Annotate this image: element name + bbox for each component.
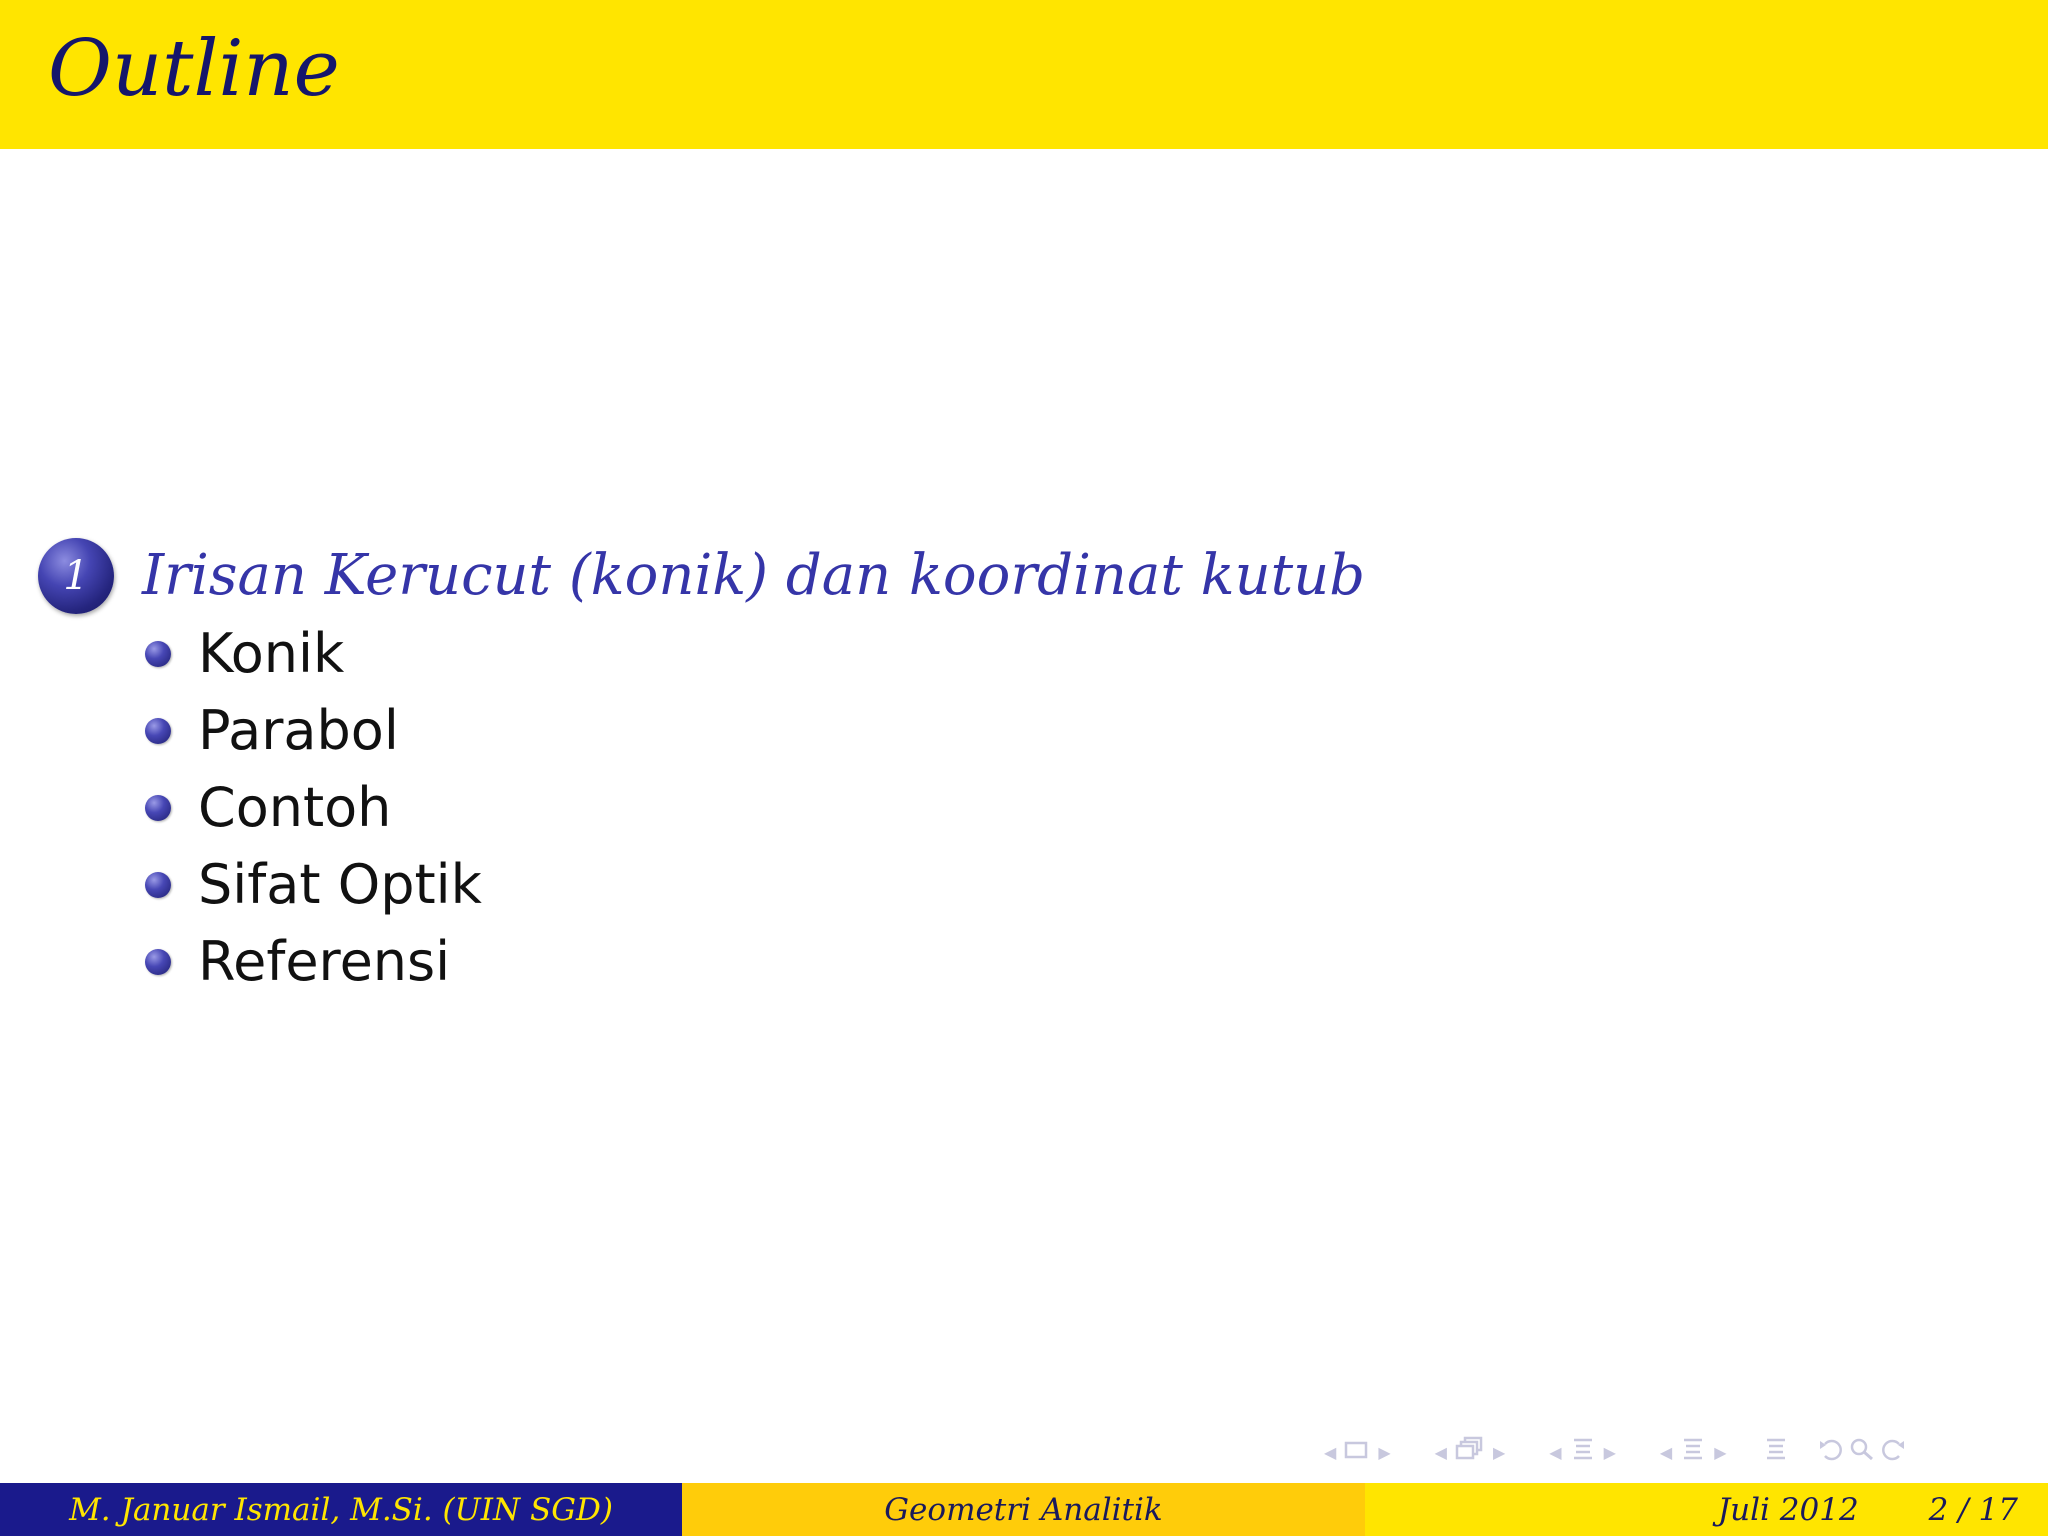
nav-section-group [1541,1436,1624,1469]
subsection-label[interactable]: Referensi [198,930,451,993]
subsection-label[interactable]: Parabol [198,699,399,762]
nav-subsection-icon[interactable] [1455,1436,1485,1469]
footer-title-text: Geometri Analitik [884,1491,1163,1528]
nav-outline-icon[interactable] [1763,1436,1789,1469]
nav-section-icon[interactable] [1570,1436,1596,1469]
nav-presentation-group [1652,1436,1735,1469]
bullet-ball-icon [145,949,171,975]
footer-date-page [1365,1483,2048,1536]
nav-subsection-group [1427,1436,1514,1469]
subsection-label[interactable]: Sifat Optik [198,853,482,916]
footer-author-text: M. Januar Ismail, M.Si. (UIN SGD) [69,1491,613,1528]
footer-page-number: 2 / 17 [1928,1491,2018,1528]
nav-forward-icon[interactable] [1877,1436,1907,1469]
nav-next-presentation-icon[interactable]: ▶ [1714,1442,1727,1462]
bullet-ball-icon [145,872,171,898]
nav-prev-subsection-icon[interactable]: ◀ [1434,1442,1447,1462]
nav-back-icon[interactable] [1817,1436,1847,1469]
nav-next-section-icon[interactable]: ▶ [1603,1442,1616,1462]
nav-prev-frame-icon[interactable]: ◀ [1324,1442,1337,1462]
nav-next-frame-icon[interactable]: ▶ [1378,1442,1391,1462]
section-number: 1 [63,553,89,599]
section-title[interactable]: Irisan Kerucut (konik) dan koordinat kutub [142,543,1366,608]
nav-presentation-icon[interactable] [1680,1436,1706,1469]
bullet-ball-icon [145,718,171,744]
subsection-label[interactable]: Konik [198,622,345,685]
footer-date: Juli 2012 [1717,1491,1859,1528]
nav-next-subsection-icon[interactable]: ▶ [1492,1442,1506,1462]
footer-title [682,1483,1365,1536]
title-bar [0,0,2048,149]
nav-prev-presentation-icon[interactable]: ◀ [1659,1442,1673,1462]
nav-frame-group [1316,1437,1399,1467]
nav-search-icon[interactable] [1847,1436,1877,1469]
footer-author [0,1483,682,1536]
slide-title: Outline [48,24,340,114]
nav-prev-section-icon[interactable]: ◀ [1549,1442,1562,1462]
nav-frame-icon[interactable] [1344,1437,1370,1467]
footer [0,1483,2048,1536]
subsection-label[interactable]: Contoh [198,776,392,839]
nav-search-group [1817,1436,1907,1469]
bullet-ball-icon [145,641,171,667]
beamer-navigation-bar [1316,1432,1907,1472]
nav-outline-group [1763,1436,1789,1469]
bullet-ball-icon [145,795,171,821]
section-number-ball-icon [38,538,114,614]
